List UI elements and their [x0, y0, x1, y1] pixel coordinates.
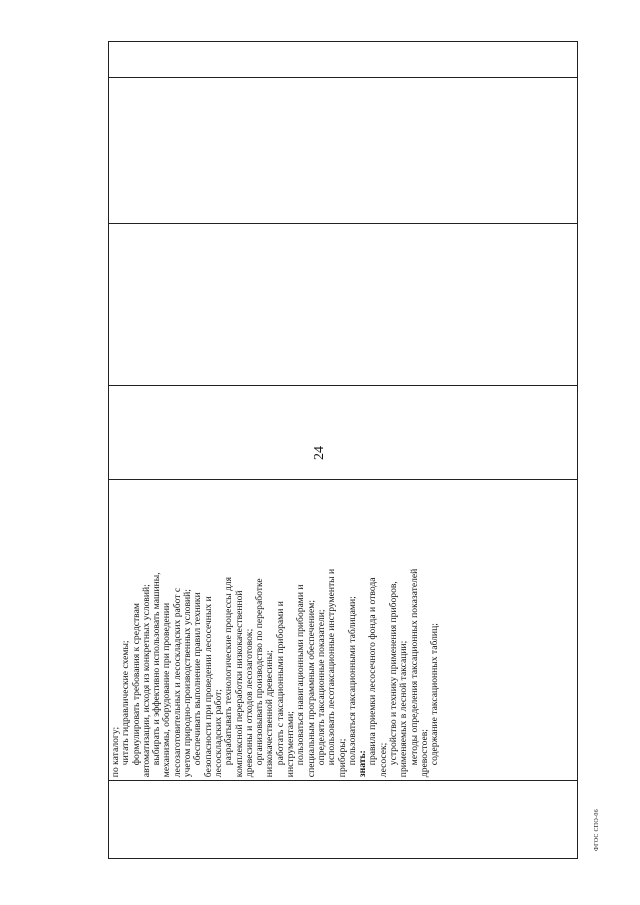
table-text-line: разрабатывать технологические процессы для [223, 576, 235, 766]
table-text-line: древостоев; [418, 729, 430, 778]
table-text-line: безопасности при проведении лесосечных и [202, 596, 214, 778]
table-text-line: лесоскладских работ; [212, 689, 224, 778]
table-text-line: знать: [357, 750, 369, 778]
table-rotated-frame [108, 41, 578, 859]
table-text-line: применяемых в лесной таксации; [398, 640, 410, 778]
table-text-line: пользоваться навигационными приборами и [295, 584, 307, 766]
table-text-line: организовывать производство по переработке [254, 578, 266, 766]
table-text-line: низкокачественной древесины; [264, 650, 276, 778]
table-text-line: инструментами; [285, 711, 297, 778]
table-text-line: лесосек; [377, 742, 389, 778]
table-text-line: устройство и технику применения приборов, [388, 581, 400, 766]
table-text-line: специальным программным обеспечением; [305, 599, 317, 778]
table-column-hours-class [109, 223, 577, 386]
table-text-line: читать гидравлические схемы; [120, 640, 132, 766]
table-text-line: методы определения таксационных показателей [408, 568, 420, 766]
table-text-line: учетом природно-производственных условий; [182, 589, 194, 778]
table-text-line: содержание таксационных таблиц; [429, 623, 441, 766]
table-text-line: древесины и отходов лесозаготовок; [243, 628, 255, 778]
table-column-content [109, 479, 577, 780]
curriculum-table [108, 41, 578, 859]
table-text-line: лесозаготовительных и лесоскладских работ с [171, 587, 183, 778]
table-text-line: автоматизации, исходя из конкретных условий; [140, 584, 152, 778]
table-column-hours-max [109, 385, 577, 479]
footer-code: ФГОС СПО-06 [594, 809, 600, 851]
table-text-line: определять таксационные показатели; [315, 609, 327, 766]
table-text-line: комплексной переработки низкокачественной [233, 590, 245, 778]
table-text-line: выбирать и эффективно использовать машины, [151, 572, 163, 766]
table-column-discipline [109, 77, 577, 223]
table-text-line: формулировать требования к средствам [130, 603, 142, 766]
table-text-line: работать с таксационными приборами и [274, 601, 286, 766]
table-text-line: механизмы, оборудование при проведении [161, 602, 173, 778]
table-text-line: использовать лесотаксационные инструменты и [326, 568, 338, 766]
table-text-line: правила приемки лесосечного фонда и отвода [367, 577, 379, 766]
table-column-competence [109, 42, 577, 77]
table-text-line: пользоваться таксационными таблицами; [346, 596, 358, 766]
table-text-line: обеспечивать выполнение правил техники [192, 592, 204, 766]
table-text-line: приборы; [336, 738, 348, 778]
table-text-line: по каталогу; [110, 726, 121, 778]
page-number: 24 [312, 446, 327, 460]
table-column-index [109, 780, 577, 858]
